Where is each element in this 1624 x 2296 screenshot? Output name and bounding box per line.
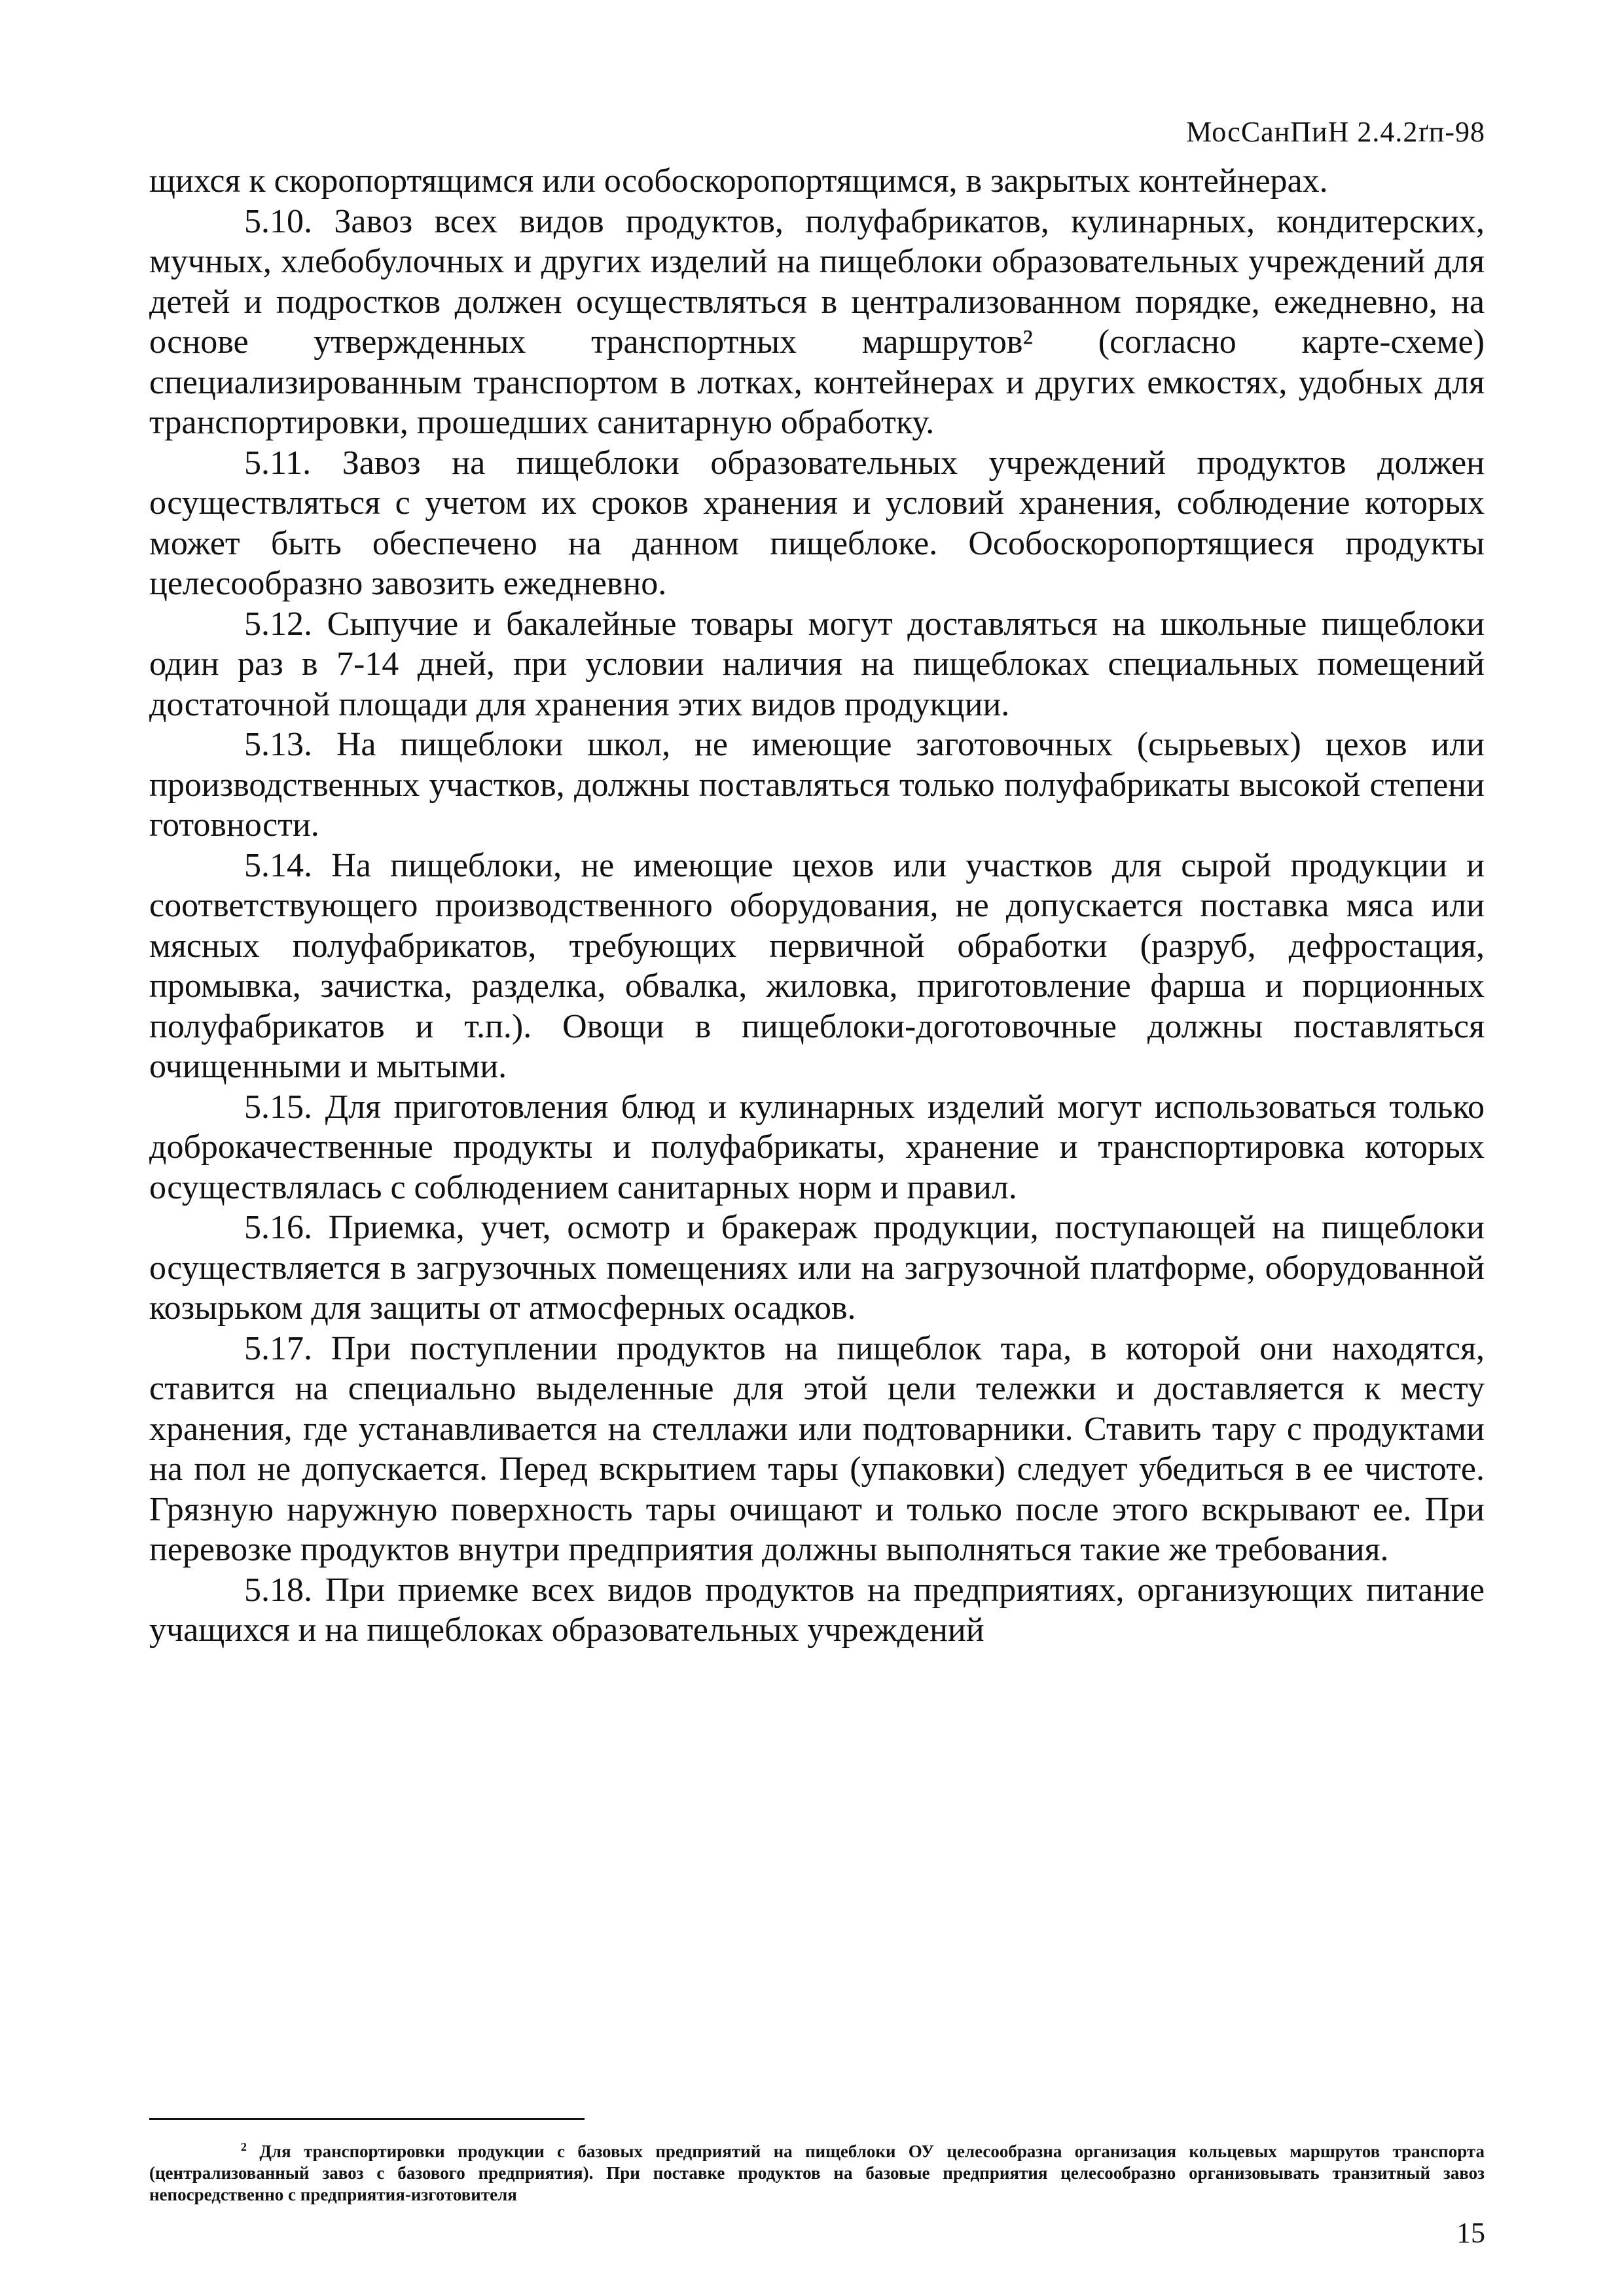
paragraph-5-17: 5.17. При поступлении продуктов на пищеблок тара, в которой они находятся, ставится на специально выделенные для этой цели тележки и доставляется к месту хранения, где устанавливается на стеллажи или подтоварники. Ставить тару с продуктами на пол не допускается. Перед вскрытием тары (упаковки) следует убедиться в ее чистоте. Грязную наружную поверхность тары очищают и только после этого вскрывают ее. При перевозке продуктов внутри предприятия должны выполняться такие же требования. (149, 1329, 1485, 1568)
paragraph-5-13: 5.13. На пищеблоки школ, не имеющие заготовочных (сырьевых) цехов или производственных участков, должны поставляться только полуфабрикаты высокой степени готовности. (149, 726, 1485, 844)
footnote (149, 2136, 1485, 2206)
paragraph-5-15: 5.15. Для приготовления блюд и кулинарных изделий могут использоваться только доброкачественные продукты и полуфабрикаты, хранение и транспортировка которых осуществлялась с соблюдением санитарных норм и правил. (149, 1088, 1485, 1206)
paragraph-5-18: 5.18. При приемке всех видов продуктов на предприятиях, организующих питание учащихся и на пищеблоках образовательных учреждений (149, 1571, 1485, 1649)
footnote-text: Для транспортировки продукции с базовых предприятий на пищеблоки ОУ целесообразна организация кольцевых маршрутов транспорта (централизованный завоз с базового предприятия). При поставке продуктов на базовые предприятия целесообразно организовывать транзитный завоз непосредственно с предприятия-изготовителя (149, 2142, 1485, 2204)
paragraph-5-12: 5.12. Сыпучие и бакалейные товары могут доставляться на школьные пищеблоки один раз в 7-14 дней, при условии наличия на пищеблоках специальных помещений достаточной площади для хранения этих видов продукции. (149, 605, 1485, 723)
document-body (149, 161, 1485, 1651)
paragraph-5-14: 5.14. На пищеблоки, не имеющие цехов или участков для сырой продукции и соответствующего производственного оборудования, не допускается поставка мяса или мясных полуфабрикатов, требующих первичной обработки (разруб, дефростация, промывка, зачистка, разделка, обвалка, жиловка, приготовление фарша и порционных полуфабрикатов и т.п.). Овощи в пищеблоки-доготовочные должны поставляться очищенными и мытыми. (149, 846, 1485, 1085)
paragraph-5-10: 5.10. Завоз всех видов продуктов, полуфабрикатов, кулинарных, кондитерских, мучных, хлебобулочных и других изделий на пищеблоки образовательных учреждений для детей и подростков должен осуществляться в централизованном порядке, ежедневно, на основе утвержденных транспортных маршрутов² (согласно карте-схеме) специализированным транспортом в лотках, контейнерах и других емкостях, удобных для транспортировки, прошедших санитарную обработку. (149, 202, 1485, 441)
paragraph-5-16: 5.16. Приемка, учет, осмотр и бракераж продукции, поступающей на пищеблоки осуществляется в загрузочных помещениях или на загрузочной платформе, оборудованной козырьком для защиты от атмосферных осадков. (149, 1209, 1485, 1327)
paragraph-continuation: щихся к скоропортящимся или особоскоропортящимся, в закрытых контейнерах. (149, 162, 1328, 200)
footnote-separator (149, 2118, 585, 2120)
document-code-header: МосСанПиН 2.4.2ґп-98 (1186, 116, 1485, 148)
paragraph-5-11: 5.11. Завоз на пищеблоки образовательных учреждений продуктов должен осуществляться с учетом их сроков хранения и условий хранения, соблюдение которых может быть обеспечено на данном пищеблоке. Особоскоропортящиеся продукты целесообразно завозить ежедневно. (149, 444, 1485, 602)
footnote-mark: 2 (241, 2140, 247, 2153)
page-number: 15 (1456, 2217, 1485, 2249)
